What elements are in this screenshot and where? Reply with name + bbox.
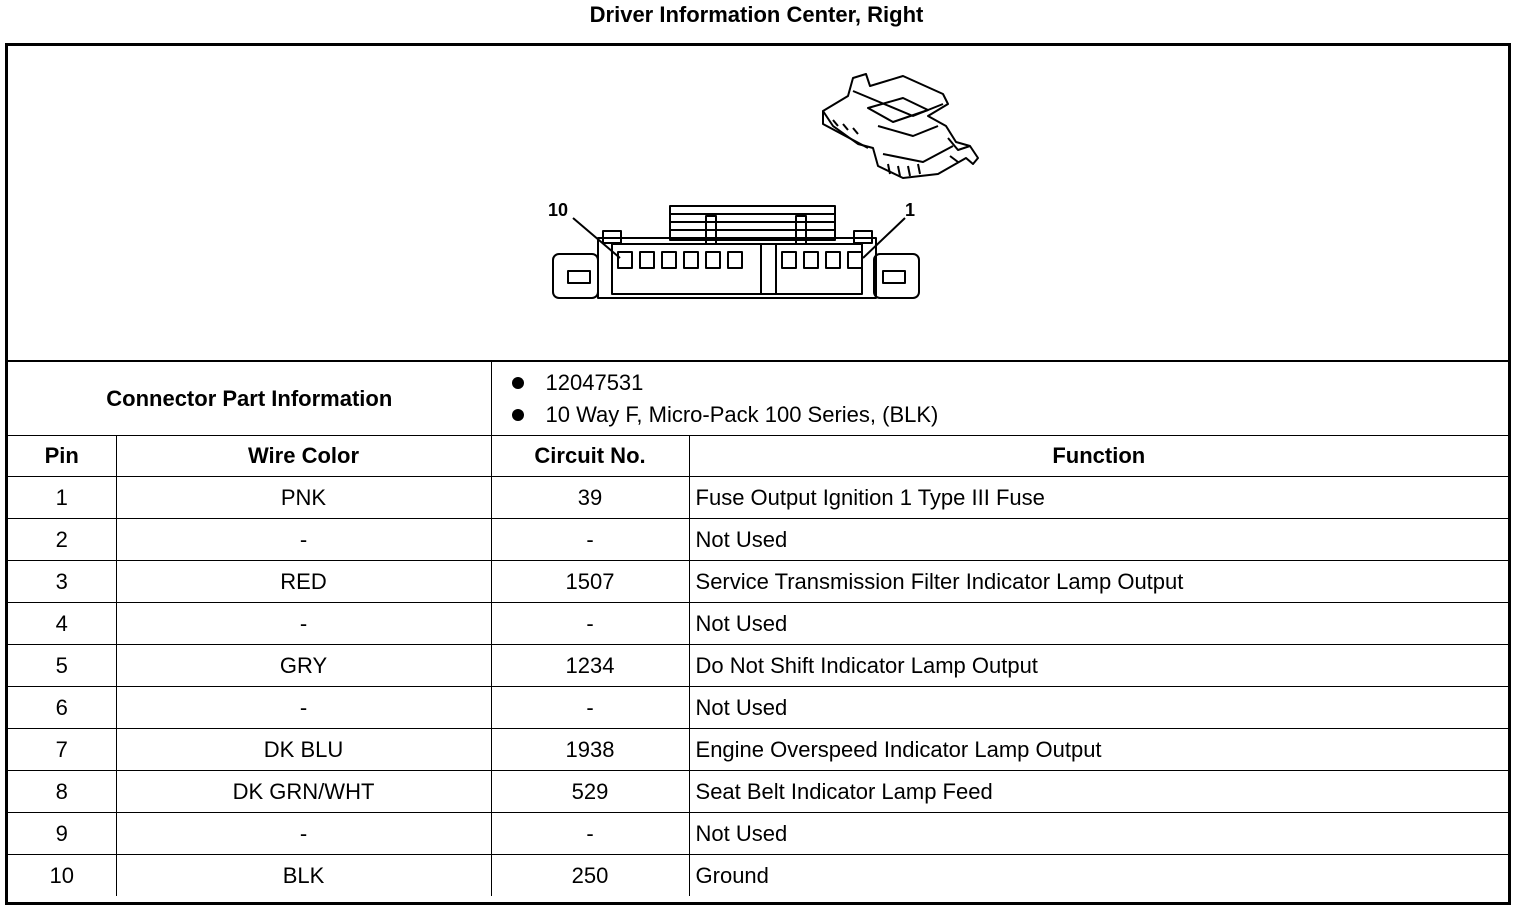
bullet-icon	[512, 377, 524, 389]
function-cell: Not Used	[689, 687, 1508, 729]
connector-front-icon	[553, 206, 919, 298]
table-row	[8, 561, 1508, 603]
wire-color-cell: -	[116, 813, 491, 855]
table-row	[8, 603, 1508, 645]
circuit-cell: 1507	[491, 561, 689, 603]
connector-part-number: 12047531	[512, 367, 1509, 399]
function-cell: Seat Belt Indicator Lamp Feed	[689, 771, 1508, 813]
circuit-cell: 1234	[491, 645, 689, 687]
table-row	[8, 813, 1508, 855]
connector-drawing	[8, 46, 1508, 360]
circuit-cell: -	[491, 813, 689, 855]
circuit-cell: -	[491, 687, 689, 729]
wire-color-cell: BLK	[116, 855, 491, 897]
pinout-table	[8, 362, 1508, 896]
pin-cell: 9	[8, 813, 116, 855]
circuit-cell: -	[491, 519, 689, 561]
pin-cell: 5	[8, 645, 116, 687]
function-cell: Not Used	[689, 519, 1508, 561]
circuit-cell: 39	[491, 477, 689, 519]
connector-info-values	[491, 362, 1508, 436]
page-title: Driver Information Center, Right	[589, 2, 924, 27]
circuit-cell: -	[491, 603, 689, 645]
table-header-row	[8, 436, 1508, 477]
bullet-icon	[512, 409, 524, 421]
function-cell: Not Used	[689, 603, 1508, 645]
connector-3d-icon	[823, 74, 978, 178]
pin-cell: 2	[8, 519, 116, 561]
function-cell: Ground	[689, 855, 1508, 897]
connector-info-label: Connector Part Information	[8, 362, 491, 436]
circuit-cell: 1938	[491, 729, 689, 771]
table-row	[8, 771, 1508, 813]
column-header-circuit: Circuit No.	[491, 436, 689, 477]
pin-cell: 8	[8, 771, 116, 813]
wire-color-cell: DK GRN/WHT	[116, 771, 491, 813]
pin-cell: 4	[8, 603, 116, 645]
function-cell: Engine Overspeed Indicator Lamp Output	[689, 729, 1508, 771]
table-row	[8, 519, 1508, 561]
function-cell: Do Not Shift Indicator Lamp Output	[689, 645, 1508, 687]
wire-color-cell: DK BLU	[116, 729, 491, 771]
connector-figure	[8, 46, 1508, 362]
circuit-cell: 250	[491, 855, 689, 897]
wire-color-cell: PNK	[116, 477, 491, 519]
wire-color-cell: -	[116, 687, 491, 729]
table-row	[8, 645, 1508, 687]
table-row	[8, 855, 1508, 897]
connector-info-row	[8, 362, 1508, 436]
function-cell: Fuse Output Ignition 1 Type III Fuse	[689, 477, 1508, 519]
wire-color-cell: -	[116, 603, 491, 645]
pin-cell: 3	[8, 561, 116, 603]
column-header-function: Function	[689, 436, 1508, 477]
pin-cell: 7	[8, 729, 116, 771]
table-row	[8, 729, 1508, 771]
wire-color-cell: GRY	[116, 645, 491, 687]
function-cell: Service Transmission Filter Indicator Lamp Output	[689, 561, 1508, 603]
wire-color-cell: RED	[116, 561, 491, 603]
wire-color-cell: -	[116, 519, 491, 561]
table-row	[8, 687, 1508, 729]
pin-cell: 10	[8, 855, 116, 897]
pin-10-label: 10	[547, 200, 569, 220]
pin-1-label: 1	[904, 200, 916, 220]
circuit-cell: 529	[491, 771, 689, 813]
connector-frame	[5, 43, 1511, 905]
column-header-pin: Pin	[8, 436, 116, 477]
function-cell: Not Used	[689, 813, 1508, 855]
table-row	[8, 477, 1508, 519]
pin-cell: 6	[8, 687, 116, 729]
pin-cell: 1	[8, 477, 116, 519]
connector-description: 10 Way F, Micro-Pack 100 Series, (BLK)	[512, 399, 1509, 431]
column-header-wire-color: Wire Color	[116, 436, 491, 477]
